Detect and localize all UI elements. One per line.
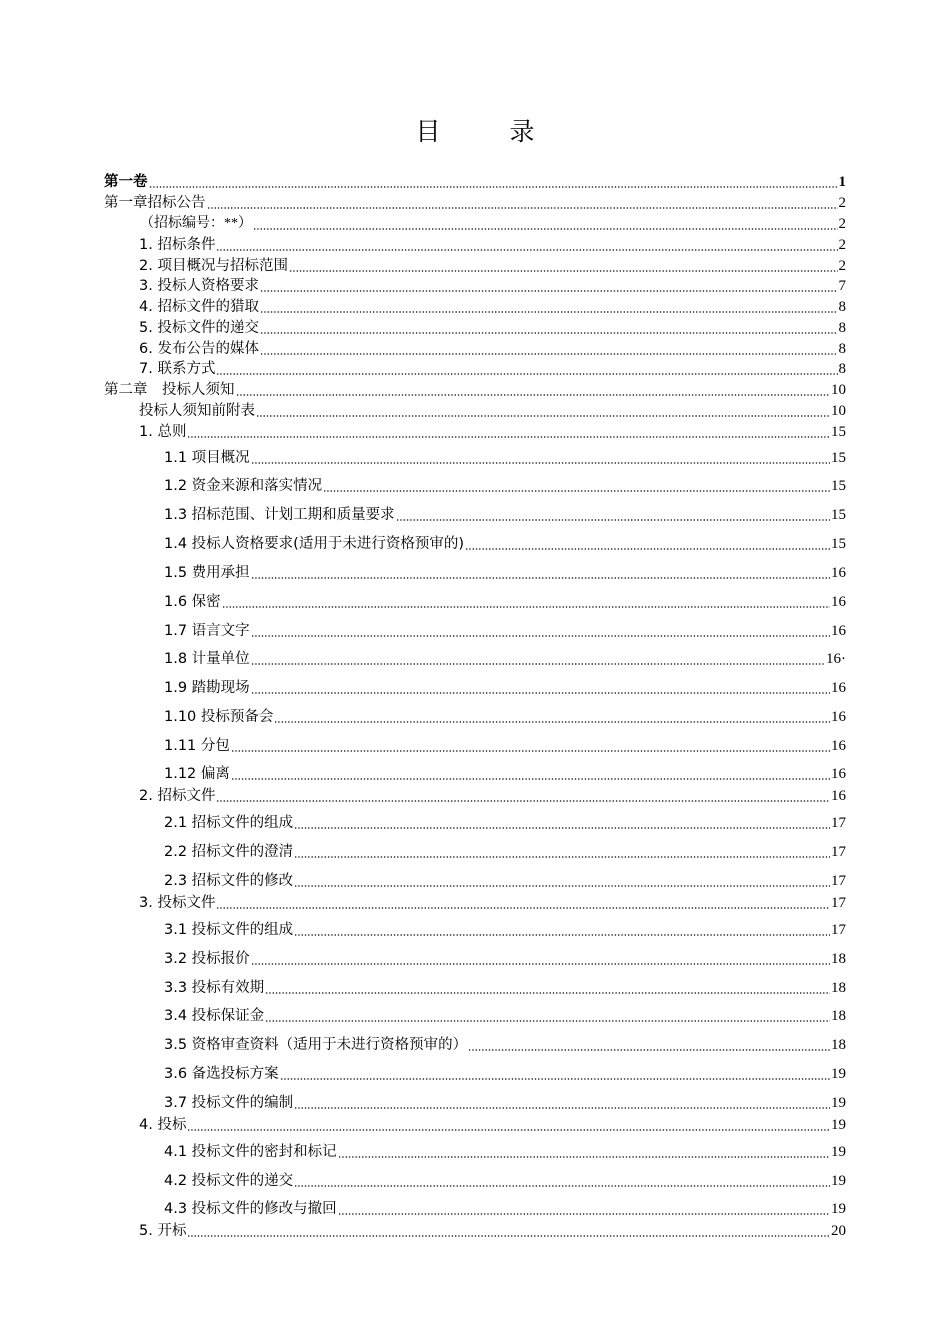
- dot-leader: [251, 663, 825, 665]
- toc-entry[interactable]: [164, 1170, 846, 1190]
- dot-leader: [260, 311, 838, 313]
- toc-entry-page-number: 18: [831, 1037, 846, 1053]
- toc-entry[interactable]: [139, 234, 846, 254]
- toc-entry-page-number: 18: [831, 1008, 846, 1024]
- toc-entry-page-number: 16: [831, 788, 846, 804]
- toc-entry-label: 2.3 招标文件的修改: [164, 873, 294, 889]
- dot-leader: [260, 290, 838, 292]
- toc-entry[interactable]: [164, 1005, 846, 1025]
- dot-leader: [338, 1156, 830, 1158]
- dot-leader: [187, 436, 830, 438]
- dot-leader: [289, 270, 838, 272]
- dot-leader: [468, 1049, 830, 1051]
- toc-entry-label: 1.12 偏离: [164, 766, 230, 782]
- toc-entry-label: 1. 总则: [139, 424, 187, 440]
- dot-leader: [251, 963, 830, 965]
- toc-entry[interactable]: [164, 533, 846, 553]
- toc-entry[interactable]: [139, 892, 846, 912]
- toc-entry[interactable]: [139, 785, 846, 805]
- toc-entry[interactable]: [139, 275, 846, 295]
- toc-entry-page-number: 16: [831, 623, 846, 639]
- toc-entry-label: 6. 发布公告的媒体: [139, 341, 259, 357]
- toc-entry-page-number: 2: [838, 237, 846, 253]
- toc-entry[interactable]: [139, 317, 846, 337]
- toc-entry[interactable]: [139, 1114, 846, 1134]
- toc-entry-page-number: 15: [831, 450, 846, 466]
- toc-entry-label: 2.1 招标文件的组成: [164, 815, 294, 831]
- dot-leader: [338, 1213, 830, 1215]
- toc-entry-label: 1.7 语言文字: [164, 623, 250, 639]
- toc-entry[interactable]: [164, 447, 846, 467]
- toc-entry-page-number: 10: [831, 403, 846, 419]
- toc-entry-label: 3.2 投标报价: [164, 951, 250, 967]
- dot-leader: [187, 1129, 830, 1131]
- toc-entry[interactable]: [164, 706, 846, 726]
- toc-entry-label: 3. 投标文件: [139, 895, 216, 911]
- toc-entry-page-number: 7: [838, 278, 846, 294]
- toc-entry-label: （招标编号：**）: [140, 216, 252, 231]
- toc-entry-label: 2.2 招标文件的澄清: [164, 844, 294, 860]
- toc-entry-page-number: 19: [831, 1144, 846, 1160]
- dot-leader: [222, 606, 830, 608]
- toc-entry-page-number: 16: [831, 738, 846, 754]
- toc-entry-page-number: 2: [838, 258, 846, 274]
- toc-entry-label: 3.5 资格审查资料（适用于未进行资格预审的）: [164, 1037, 468, 1053]
- toc-entry[interactable]: [164, 1063, 846, 1083]
- dot-leader: [396, 519, 830, 521]
- toc-entry-label: 5. 投标文件的递交: [139, 320, 259, 336]
- page-title: 目 录: [415, 117, 557, 146]
- toc-entry-page-number: 19: [831, 1201, 846, 1217]
- toc-entry-page-number: 17: [831, 895, 846, 911]
- toc-entry-label: 第二章 投标人须知: [104, 382, 235, 398]
- dot-leader: [323, 490, 830, 492]
- toc-entry[interactable]: [164, 504, 846, 524]
- toc-entry[interactable]: [164, 1092, 846, 1112]
- dot-leader: [265, 992, 830, 994]
- toc-entry-label: 3.1 投标文件的组成: [164, 922, 294, 938]
- toc-entry-page-number: 16·: [826, 651, 846, 667]
- toc-entry[interactable]: [164, 591, 846, 611]
- toc-entry-page-number: 8: [838, 320, 846, 336]
- dot-leader: [256, 415, 830, 417]
- toc-entry-label: 4.2 投标文件的递交: [164, 1173, 294, 1189]
- dot-leader: [265, 1020, 830, 1022]
- dot-leader: [236, 394, 831, 396]
- dot-leader: [251, 692, 830, 694]
- dot-leader: [294, 1185, 830, 1187]
- toc-entry-page-number: 15: [831, 478, 846, 494]
- toc-entry-page-number: 15: [831, 424, 846, 440]
- dot-leader: [216, 373, 837, 375]
- toc-entry-page-number: 16: [831, 594, 846, 610]
- dot-leader: [294, 885, 830, 887]
- dot-leader: [216, 800, 830, 802]
- toc-entry[interactable]: [164, 475, 846, 495]
- toc-entry-page-number: 17: [831, 815, 846, 831]
- toc-entry-page-number: 15: [831, 536, 846, 552]
- dot-leader: [294, 934, 830, 936]
- dot-leader: [231, 778, 830, 780]
- toc-entry-label: 7. 联系方式: [139, 361, 216, 377]
- toc-entry-label: 3.3 投标有效期: [164, 980, 265, 996]
- dot-leader: [274, 721, 830, 723]
- toc-entry[interactable]: [139, 1220, 846, 1240]
- toc-entry[interactable]: [139, 421, 846, 441]
- toc-entry-label: 1. 招标条件: [139, 237, 216, 253]
- toc-entry-label: 5. 开标: [139, 1223, 187, 1239]
- toc-entry-page-number: 19: [831, 1095, 846, 1111]
- toc-entry-label: 3.6 备选投标方案: [164, 1066, 279, 1082]
- toc-entry[interactable]: [164, 919, 846, 939]
- dot-leader: [251, 462, 830, 464]
- toc-entry-label: 1.3 招标范围、计划工期和质量要求: [164, 507, 395, 523]
- toc-entry[interactable]: [139, 296, 846, 316]
- dot-leader: [216, 907, 830, 909]
- toc-entry-page-number: 17: [831, 922, 846, 938]
- toc-entry[interactable]: [164, 870, 846, 890]
- toc-entry-label: 第一章招标公告: [104, 195, 206, 211]
- toc-entry[interactable]: [140, 213, 846, 233]
- dot-leader: [294, 827, 830, 829]
- toc-entry-label: 1.9 踏勘现场: [164, 680, 250, 696]
- toc-entry[interactable]: [164, 948, 846, 968]
- toc-entry-label: 第一卷: [104, 174, 148, 190]
- dot-leader: [280, 1078, 830, 1080]
- toc-entry-page-number: 16: [831, 565, 846, 581]
- toc-entry[interactable]: [104, 171, 846, 191]
- toc-entry-page-number: 17: [831, 844, 846, 860]
- toc-entry-label: 4. 投标: [139, 1117, 187, 1133]
- toc-entry[interactable]: [164, 1141, 846, 1161]
- toc-entry-label: 1.4 投标人资格要求(适用于未进行资格预审的): [164, 536, 464, 552]
- toc-entry[interactable]: [164, 1198, 846, 1218]
- toc-entry[interactable]: [164, 1034, 846, 1054]
- toc-entry-label: 投标人须知前附表: [139, 403, 255, 419]
- toc-entry-label: 4.3 投标文件的修改与撤回: [164, 1201, 337, 1217]
- toc-entry-label: 1.2 资金来源和落实情况: [164, 478, 323, 494]
- toc-entry-page-number: 10: [831, 382, 846, 398]
- toc-entry[interactable]: [164, 562, 846, 582]
- toc-entry[interactable]: [139, 400, 846, 420]
- dot-leader: [251, 635, 830, 637]
- toc-entry[interactable]: [164, 620, 846, 640]
- dot-leader: [149, 186, 838, 188]
- toc-entry-label: 1.6 保密: [164, 594, 221, 610]
- toc-entry-label: 3.7 投标文件的编制: [164, 1095, 294, 1111]
- toc-entry-label: 1.1 项目概况: [164, 450, 250, 466]
- toc-entry-label: 1.5 费用承担: [164, 565, 250, 581]
- dot-leader: [207, 207, 838, 209]
- dot-leader: [260, 332, 838, 334]
- toc-entry-label: 3. 投标人资格要求: [139, 278, 259, 294]
- toc-entry[interactable]: [104, 379, 846, 399]
- toc-entry-label: 2. 项目概况与招标范围: [139, 258, 288, 274]
- toc-entry-page-number: 19: [831, 1066, 846, 1082]
- dot-leader: [187, 1235, 830, 1237]
- dot-leader: [294, 1107, 830, 1109]
- toc-entry-page-number: 8: [838, 361, 846, 377]
- toc-entry-page-number: 20: [831, 1223, 846, 1239]
- toc-entry-label: 1.10 投标预备会: [164, 709, 274, 725]
- toc-entry-label: 1.11 分包: [164, 738, 230, 754]
- toc-entry[interactable]: [164, 735, 846, 755]
- toc-entry-page-number: 1: [838, 174, 846, 190]
- toc-entry-label: 2. 招标文件: [139, 788, 216, 804]
- dot-leader: [294, 856, 830, 858]
- toc-entry-label: 1.8 计量单位: [164, 651, 250, 667]
- toc-entry[interactable]: [139, 358, 846, 378]
- toc-entry[interactable]: [139, 255, 846, 275]
- toc-entry[interactable]: [164, 812, 846, 832]
- toc-entry-page-number: 17: [831, 873, 846, 889]
- toc-entry-page-number: 15: [831, 507, 846, 523]
- toc-entry-page-number: 19: [831, 1117, 846, 1133]
- toc-entry[interactable]: [104, 192, 846, 212]
- toc-entry-label: 3.4 投标保证金: [164, 1008, 265, 1024]
- dot-leader: [465, 548, 830, 550]
- toc-entry-page-number: 8: [838, 299, 846, 315]
- toc-entry[interactable]: [164, 648, 846, 668]
- dot-leader: [216, 249, 837, 251]
- dot-leader: [251, 577, 830, 579]
- toc-entry-page-number: 19: [831, 1173, 846, 1189]
- toc-entry-label: 4.1 投标文件的密封和标记: [164, 1144, 337, 1160]
- toc-entry[interactable]: [164, 677, 846, 697]
- dot-leader: [260, 353, 838, 355]
- toc-entry-page-number: 8: [838, 341, 846, 357]
- toc-entry-page-number: 16: [831, 680, 846, 696]
- dot-leader: [253, 228, 838, 230]
- toc-entry-page-number: 16: [831, 709, 846, 725]
- toc-entry-label: 4. 招标文件的猎取: [139, 299, 259, 315]
- toc-entry-page-number: 18: [831, 951, 846, 967]
- toc-entry[interactable]: [139, 338, 846, 358]
- toc-entry[interactable]: [164, 763, 846, 783]
- toc-entry-page-number: 16: [831, 766, 846, 782]
- toc-entry[interactable]: [164, 841, 846, 861]
- toc-entry[interactable]: [164, 977, 846, 997]
- dot-leader: [231, 750, 830, 752]
- toc-entry-page-number: 18: [831, 980, 846, 996]
- toc-entry-page-number: 2: [838, 195, 846, 211]
- toc-entry-page-number: 2: [838, 216, 846, 232]
